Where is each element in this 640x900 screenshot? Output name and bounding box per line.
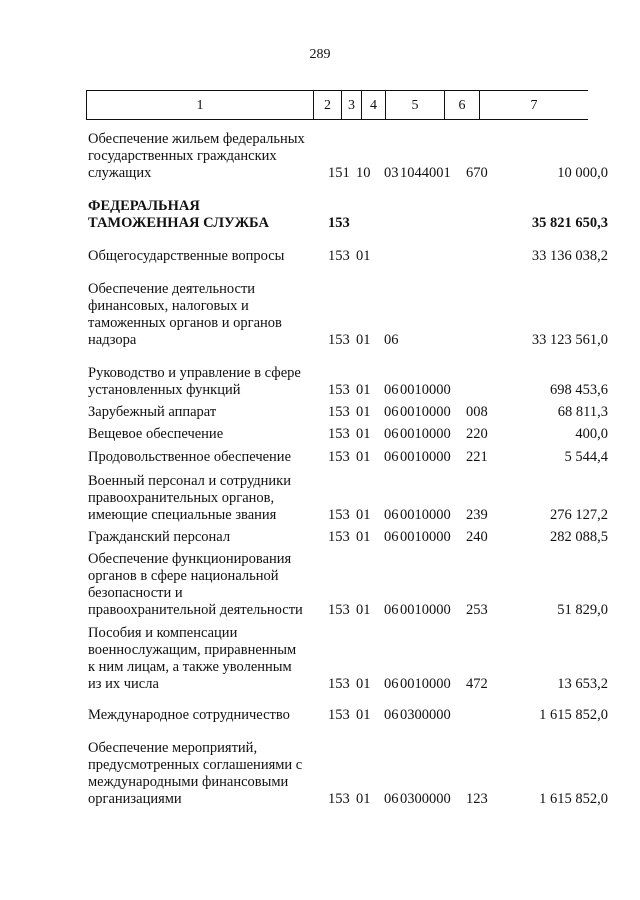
row-code-section: 10 [356, 165, 371, 181]
row-code-section: 01 [356, 791, 371, 807]
row-description-line: имеющие специальные звания [88, 507, 277, 523]
row-code-section: 01 [356, 332, 371, 348]
row-code-ministry: 153 [328, 426, 350, 442]
row-code-target: 0300000 [400, 791, 451, 807]
row-code-expense-type: 670 [466, 165, 488, 181]
row-description-line: Общегосударственные вопросы [88, 248, 285, 264]
row-code-section: 01 [356, 449, 371, 465]
row-code-ministry: 153 [328, 382, 350, 398]
row-description-line: международными финансовыми [88, 774, 289, 790]
row-description-line: безопасности и [88, 585, 183, 601]
row-code-expense-type: 239 [466, 507, 488, 523]
row-description-line: Гражданский персонал [88, 529, 231, 545]
row-code-ministry: 153 [328, 791, 350, 807]
row-code-expense-type: 240 [466, 529, 488, 545]
row-description-line: из их числа [88, 676, 159, 692]
row-code-target: 0010000 [400, 382, 451, 398]
row-description-line: предусмотренных соглашениями с [88, 757, 303, 773]
row-description-line: надзора [88, 332, 137, 348]
row-code-expense-type: 008 [466, 404, 488, 420]
row-code-expense-type: 220 [466, 426, 488, 442]
row-amount: 33 136 038,2 [531, 248, 608, 264]
row-code-section: 01 [356, 404, 371, 420]
row-code-ministry: 153 [328, 449, 350, 465]
row-description-line: военнослужащим, приравненным [88, 642, 297, 658]
row-amount: 51 829,0 [557, 602, 608, 618]
row-amount: 1 615 852,0 [539, 707, 608, 723]
row-description-line: Руководство и управление в сфере [88, 365, 301, 381]
page-number: 289 [309, 47, 331, 62]
row-code-expense-type: 253 [466, 602, 488, 618]
row-code-expense-type: 123 [466, 791, 488, 807]
row-code-target: 0010000 [400, 676, 451, 692]
row-code-expense-type: 472 [466, 676, 488, 692]
row-code-subsection: 06 [384, 602, 399, 618]
row-code-ministry: 153 [328, 602, 350, 618]
row-code-target: 0010000 [400, 507, 451, 523]
row-amount: 276 127,2 [550, 507, 608, 523]
row-amount: 68 811,3 [557, 404, 608, 420]
row-code-expense-type: 221 [466, 449, 488, 465]
row-code-ministry: 153 [328, 332, 350, 348]
row-description-line: Вещевое обеспечение [88, 426, 224, 442]
row-code-target: 0300000 [400, 707, 451, 723]
row-description-line: Международное сотрудничество [88, 707, 290, 723]
row-code-subsection: 06 [384, 382, 399, 398]
row-amount: 13 653,2 [557, 676, 608, 692]
column-header-5: 5 [386, 91, 445, 120]
row-description-line: Военный персонал и сотрудники [88, 473, 291, 489]
row-code-section: 01 [356, 602, 371, 618]
row-code-subsection: 06 [384, 676, 399, 692]
row-description-line: правоохранительной деятельности [88, 602, 303, 618]
row-description-line: Обеспечение жильем федеральных [88, 131, 305, 147]
row-code-ministry: 153 [328, 404, 350, 420]
row-description-line: к ним лицам, а также уволенным [88, 659, 292, 675]
row-code-subsection: 06 [384, 449, 399, 465]
column-header-6: 6 [445, 91, 480, 120]
row-code-ministry: 153 [328, 707, 350, 723]
row-description-line: Обеспечение деятельности [88, 281, 256, 297]
row-amount: 1 615 852,0 [539, 791, 608, 807]
column-header-2: 2 [314, 91, 342, 120]
row-amount: 282 088,5 [550, 529, 608, 545]
row-amount: 35 821 650,3 [531, 215, 608, 231]
row-code-subsection: 06 [384, 507, 399, 523]
row-description-line: Обеспечение мероприятий, [88, 740, 258, 756]
row-description-line: организациями [88, 791, 182, 807]
row-code-section: 01 [356, 676, 371, 692]
row-code-subsection: 06 [384, 332, 399, 348]
row-code-section: 01 [356, 248, 371, 264]
row-amount: 400,0 [575, 426, 608, 442]
row-code-subsection: 03 [384, 165, 399, 181]
row-code-subsection: 06 [384, 707, 399, 723]
row-amount: 5 544,4 [564, 449, 608, 465]
row-code-section: 01 [356, 507, 371, 523]
row-description-line: ФЕДЕРАЛЬНАЯ [88, 198, 200, 214]
row-description-line: государственных гражданских [88, 148, 277, 164]
row-code-ministry: 153 [328, 215, 350, 231]
row-code-target: 0010000 [400, 602, 451, 618]
column-header-7: 7 [480, 91, 589, 120]
row-code-subsection: 06 [384, 404, 399, 420]
row-code-section: 01 [356, 426, 371, 442]
row-code-ministry: 153 [328, 507, 350, 523]
row-description-line: Зарубежный аппарат [88, 404, 217, 420]
row-code-subsection: 06 [384, 529, 399, 545]
row-code-ministry: 153 [328, 529, 350, 545]
row-code-target: 0010000 [400, 449, 451, 465]
row-description-line: органов в сфере национальной [88, 568, 279, 584]
row-description [88, 740, 328, 808]
row-code-subsection: 06 [384, 791, 399, 807]
row-description-line: правоохранительных органов, [88, 490, 275, 506]
row-description-line: служащих [88, 165, 152, 181]
row-description-line: Пособия и компенсации [88, 625, 238, 641]
row-code-target: 0010000 [400, 529, 451, 545]
row-description-line: Обеспечение функционирования [88, 551, 292, 567]
row-description-line: Продовольственное обеспечение [88, 449, 291, 465]
row-code-ministry: 153 [328, 676, 350, 692]
row-description-line: ТАМОЖЕННАЯ СЛУЖБА [88, 215, 269, 231]
column-header-1: 1 [87, 91, 314, 120]
row-description-line: установленных функций [88, 382, 241, 398]
column-header-3: 3 [342, 91, 362, 120]
row-description-line: таможенных органов и органов [88, 315, 282, 331]
row-code-section: 01 [356, 707, 371, 723]
row-code-target: 0010000 [400, 426, 451, 442]
row-code-section: 01 [356, 382, 371, 398]
row-code-ministry: 151 [328, 165, 350, 181]
row-code-section: 01 [356, 529, 371, 545]
row-description-line: финансовых, налоговых и [88, 298, 249, 314]
row-amount: 10 000,0 [557, 165, 608, 181]
column-header-4: 4 [362, 91, 386, 120]
row-code-target: 1044001 [400, 165, 451, 181]
row-code-subsection: 06 [384, 426, 399, 442]
row-amount: 33 123 561,0 [531, 332, 608, 348]
row-amount: 698 453,6 [550, 382, 608, 398]
row-code-target: 0010000 [400, 404, 451, 420]
row-code-ministry: 153 [328, 248, 350, 264]
